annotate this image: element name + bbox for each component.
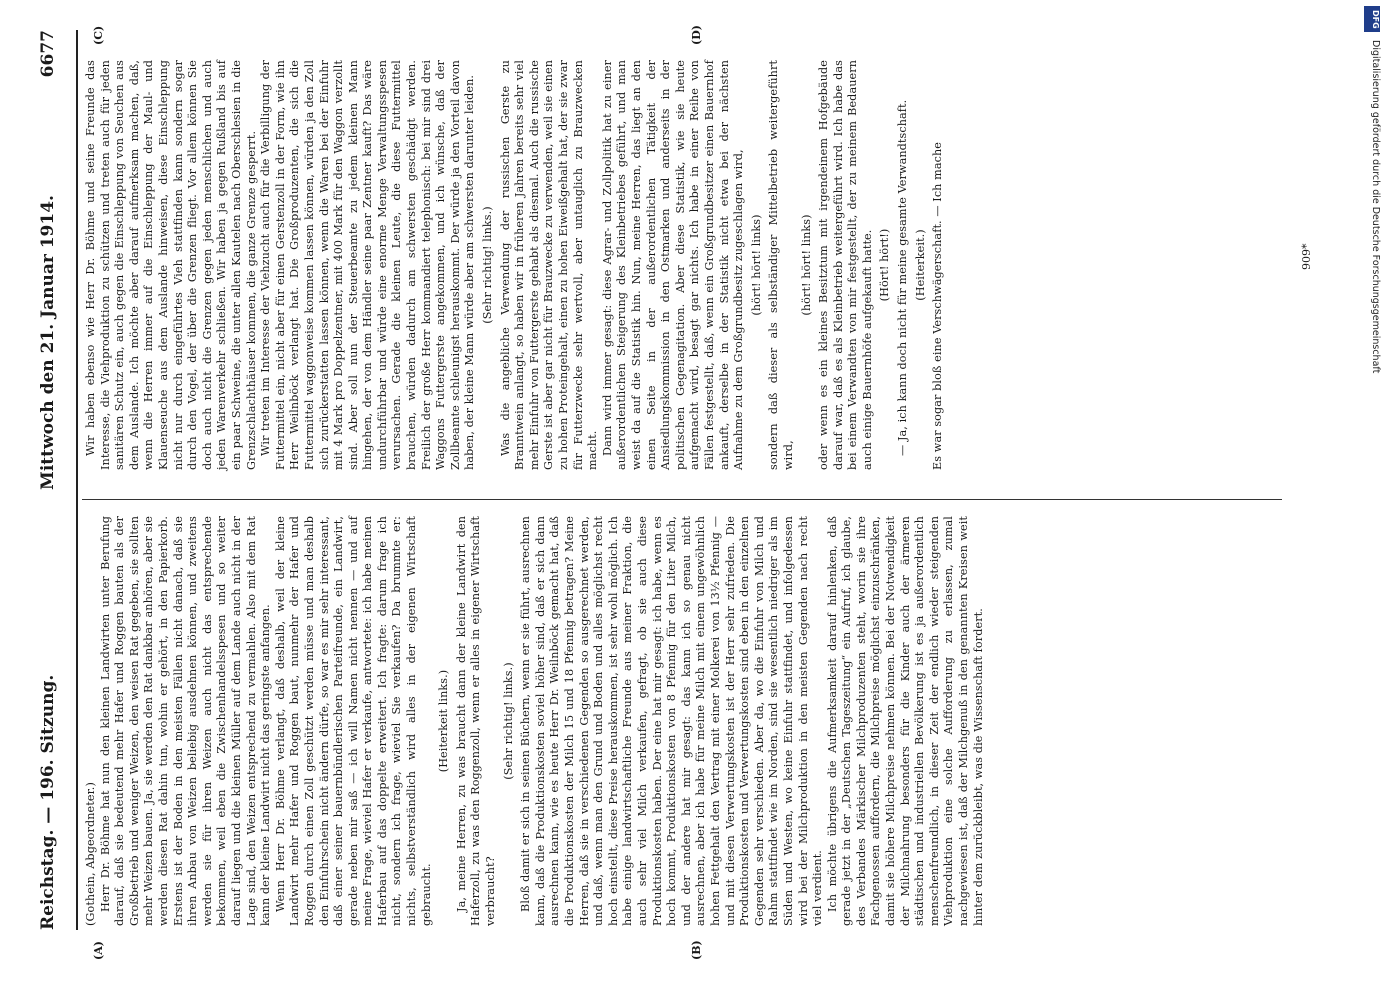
left-column-paragraph: Ja, meine Herren, zu was braucht dann der kleine Landwirt den Haferzoll, zu was den Roggenzoll, wenn er alles in eigener Wirtschaft verbraucht?	[454, 516, 498, 926]
right-column-paragraph: sondern daß dieser als selbständiger Mittelbetrieb weitergeführt wird,	[767, 60, 795, 470]
right-column-paragraph: Was die angebliche Verwendung der russischen Gerste zu Branntwein anlangt, so haben wir in früheren Jahren bereits sehr viel mehr Einfuhr von Futtergerste gehabt als diesmal. Auch die russische Gerste ist aber gar nicht für Brauzwecke zu verwenden, weil sie einen zu hohen Proteingehalt, einen zu hohen Eiweißgehalt hat, der sie zwar für Futterzwecke sehr wertvoll, aber untauglich zu Brauzwecken macht.	[498, 60, 600, 470]
right-column-paragraph: Dann wird immer gesagt: diese Agrar- und Zollpolitik hat zu einer außerordentlichen Steigerung des Kleinbetriebes geführt, und man weist da auf die Statistik hin. Nun, meine Herren, das liegt an den einen Seite in der außerordentlichen Tätigkeit der Ansiedlungskommission in den Ostmarken und anderseits in der politischen Gegenagitation. Aber diese Statistik, wie sie heute aufgemacht wird, besagt gar nichts. Ich habe in einer Reihe von Fällen festgestellt, daß, wenn ein Großgrundbesitzer einen Bauernhof ankauft, derselbe in der Statistik nicht etwa bei der nächsten Aufnahme zu dem Großgrundbesitz zugeschlagen wird,	[600, 60, 746, 470]
left-column-paragraph: Ich möchte übrigens die Aufmerksamkeit darauf hinlenken, daß gerade jetzt in der „Deutschen Tageszeitung“ ein Aufruf, ich glaube, des Verbandes Märkischer Milchproduzenten steht, worin sie ihre Fachgenossen auffordern, die Milchpreise möglichst einzuschränken, damit sie höhere Milchpreise nehmen können. Bei der Notwendigkeit der Milchnahrung besonders für die Kinder auch der ärmeren städtischen und industriellen Bevölkerung ist es ja außerordentlich menschenfreundlich, in dieser Zeit der endlich wieder steigenden Viehproduktion eine solche Aufforderung zu erlassen, zumal nachgewiesen ist, daß der Milchgenuß in den genannten Kreisen weit hinter dem zurückbleibt, was die Wissenschaft fordert.	[825, 516, 985, 926]
margin-mark-d: (D)	[690, 25, 703, 45]
page-number: 6677	[38, 30, 58, 78]
left-column-paragraph: (Gothein, Abgeordneter.)	[84, 782, 97, 926]
right-column-paragraph: oder wenn es ein kleines Besitztum mit irgendeinem Hofgebäude darauf war, daß es als Kleinbetrieb weitergeführt wird. Ich habe das bei einem Verwandten von mir festgestellt, der zu meinem Bedauern auch einige Bauernhöfe aufgekauft hatte.	[817, 60, 874, 470]
right-column-paragraph: (Sehr richtig! links.)	[481, 206, 495, 324]
column-divider	[82, 499, 1282, 500]
right-column-paragraph: Wir haben ebenso wie Herr Dr. Böhme und seine Freunde das Interesse, die Viehproduktion zu schützen und treten auch für jeden sanitären Schutz ein, auch gegen die Einschleppung von Seuchen aus dem Auslande. Ich möchte aber darauf aufmerksam machen, daß, wenn die Herren immer auf die Einschleppung der Maul- und Klauenseuche aus dem Auslande hinweisen, diese Einschleppung nicht nur durch eingeführtes Vieh stattfinden kann sondern sogar durch den Vogel, der über die Grenzen fliegt. Vor allem können Sie doch auch nicht die Grenzen gegen jeden menschlichen und auch jeden Warenverkehr schließen. Wir haben ja gegen Rußland bis auf ein paar Schweine, die unter allen Kautelen nach Oberschlesien in die Grenzschlachthäuser kommen, die ganze Grenze gesperrt.	[84, 60, 258, 470]
left-column-paragraph: Wenn Herr Dr. Böhme verlangt, daß deshalb, weil der kleine Landwirt mehr Hafer und Roggen baut, nunmehr der Hafer und Roggen durch einen Zoll geschützt werden müsse und man deshalb den Einfuhrschein nicht ändern dürfe, so war es mir sehr interessant, daß einer seiner bauernbündlerischen Parteifreunde, ein Landwirt, gerade neben mir saß — ich will Namen nicht nennen — und auf meine Frage, wieviel Hafer er verkaufe, antwortete: ich habe meinen Haferbau auf das doppelte erweitert. Ich fragte: darum frage ich nicht, sondern ich frage, wieviel Sie verkaufen? Da brummte er: nichts, selbstverständlich wird alles in der eigenen Wirtschaft gebraucht.	[273, 516, 433, 926]
right-column-paragraph: Es war sogar bloß eine Verschwägerschaft. — Ich mache	[931, 141, 945, 470]
signature-mark: 909*	[1300, 243, 1313, 270]
left-column-paragraph: Bloß damit er sich in seinen Büchern, wenn er sie führt, ausrechnen kann, daß die Produktionskosten soviel höher sind, daß er sich dann ausrechnen kann, wie es heute Herr Dr. Weilnböck gemacht hat, daß die Produktionskosten der Milch 15 und 18 Pfennig betragen? Meine Herren, daß sie in verschiedenen Gegenden so ausgerechnet werden, und daß, wenn man den Grund und Boden und alles möglichst recht hoch einstellt, diese Preise herauskommen, ist sehr wohl möglich. Ich habe einige landwirtschaftliche Freunde aus meiner Fraktion, die auch sehr viel Milch verkaufen, gefragt, ob sie auch diese Produktionskosten haben. Der eine hat mir gesagt: ich habe, wenn es hoch kommt, Produktionskosten von 8 Pfennig für den Liter Milch, und der andere hat mir gesagt: das kann ich so genau nicht ausrechnen, aber ich habe für meine Milch mit einem ungewöhnlich hohen Fettgehalt den Vertrag mit einer Molkerei von 13½ Pfennig — und mit diesen Verwertungskosten ist der Herr sehr zufrieden. Die Produktionskosten und Verwertungskosten sind eben in den einzelnen Gegenden sehr verschieden. Aber da, wo die Einfuhr von Milch und Rahm stattfindet wie im Norden, sind sie wesentlich niedriger als im Süden und Westen, wo keine Einfuhr stattfindet, und infolgedessen wird bei der Milchproduktion in den meisten Gegenden nach recht viel verdient.	[519, 516, 825, 926]
page-header	[30, 30, 70, 930]
header-date: Mittwoch den 21. Januar 1914.	[38, 195, 58, 490]
left-column-paragraph: (Sehr richtig! links.)	[501, 662, 515, 780]
dfg-logo: DFG	[1364, 6, 1380, 32]
right-column-paragraph: (Heiterkeit.)	[913, 229, 927, 301]
left-column-paragraph: Herr Dr. Böhme hat nun den kleinen Landwirten unter Berufung darauf, daß sie bedeutend mehr Hafer und Roggen bauten als der Großbetrieb und weniger Weizen, den weisen Rat gegeben, sie sollten mehr Weizen bauen. Ja, sie werden den Rat dankbar anhören, aber sie werden diesen Rat dahin tun, wohin er gehört, in den Papierkorb. Erstens ist der Boden in den meisten Fällen nicht danach, daß sie ihren Anbau von Weizen beliebig ausdehnen können, und zweitens werden sie für ihren Weizen auch nicht das entsprechende bekommen, weil eben die Zwischenhandelsspesen und so weiter darauf liegen und die kleinen Müller auf dem Lande auch nicht in der Lage sind, den Weizen entsprechend zu vermahlen. Also mit dem Rat kann der kleine Landwirt nicht das geringste anfangen.	[98, 516, 273, 926]
margin-mark-a: (A)	[92, 941, 105, 960]
right-column-paragraph: (Hört! hört!)	[878, 228, 892, 302]
right-column-paragraph: Wir treten im Interesse der Viehzucht auch für die Verbilligung der Futtermittel ein, nicht aber für einen Gerstenzoll in der Form, wie ihn Herr Weilnböck verlangt hat. Die Großproduzenten, die sich die Futtermittel waggonweise kommen lassen können, würden ja den Zoll sich zurückerstatten lassen können, wenn die Waren bei der Einfuhr mit 4 Mark pro Doppelzentner, mit 400 Mark für den Waggon verzollt sind. Aber soll nun der Steuerbeamte zu jedem kleinen Mann hingehen, der von dem Händler seine paar Zentner kauft? Das wäre undurchführbar und würde eine enorme Menge Verwaltungsspesen verursachen. Gerade die kleinen Leute, die diese Futtermittel brauchen, würden dadurch am schwersten geschädigt werden. Freilich der große Herr kommandiert telephonisch: bei mir sind drei Waggons Futtergerste angekommen, und ich wünsche, daß der Zollbeamte schleunigst herauskommt. Der würde ja den Vorteil davon haben, der kleine Mann würde aber am schwersten darunter leiden.	[259, 60, 477, 470]
dfg-credit: Digitalisierung gefördert durch die Deutsche Forschungsgemeinschaft	[1370, 40, 1381, 374]
right-column-paragraph: (hört! hört! links)	[799, 214, 813, 316]
right-column-paragraph: (hört! hört! links)	[749, 214, 763, 316]
left-column	[84, 516, 986, 926]
header-session: Reichstag. — 196. Sitzung.	[38, 674, 58, 930]
right-column-paragraph: — Ja, ich kann doch nicht für meine gesamte Verwandtschaft.	[896, 99, 910, 456]
margin-mark-c: (C)	[92, 25, 105, 45]
dfg-sidebar	[1361, 0, 1383, 1000]
left-column-paragraph: (Heiterkeit links.)	[437, 669, 451, 773]
right-column	[84, 60, 946, 470]
margin-mark-b: (B)	[690, 940, 703, 960]
header-rule	[76, 30, 78, 930]
